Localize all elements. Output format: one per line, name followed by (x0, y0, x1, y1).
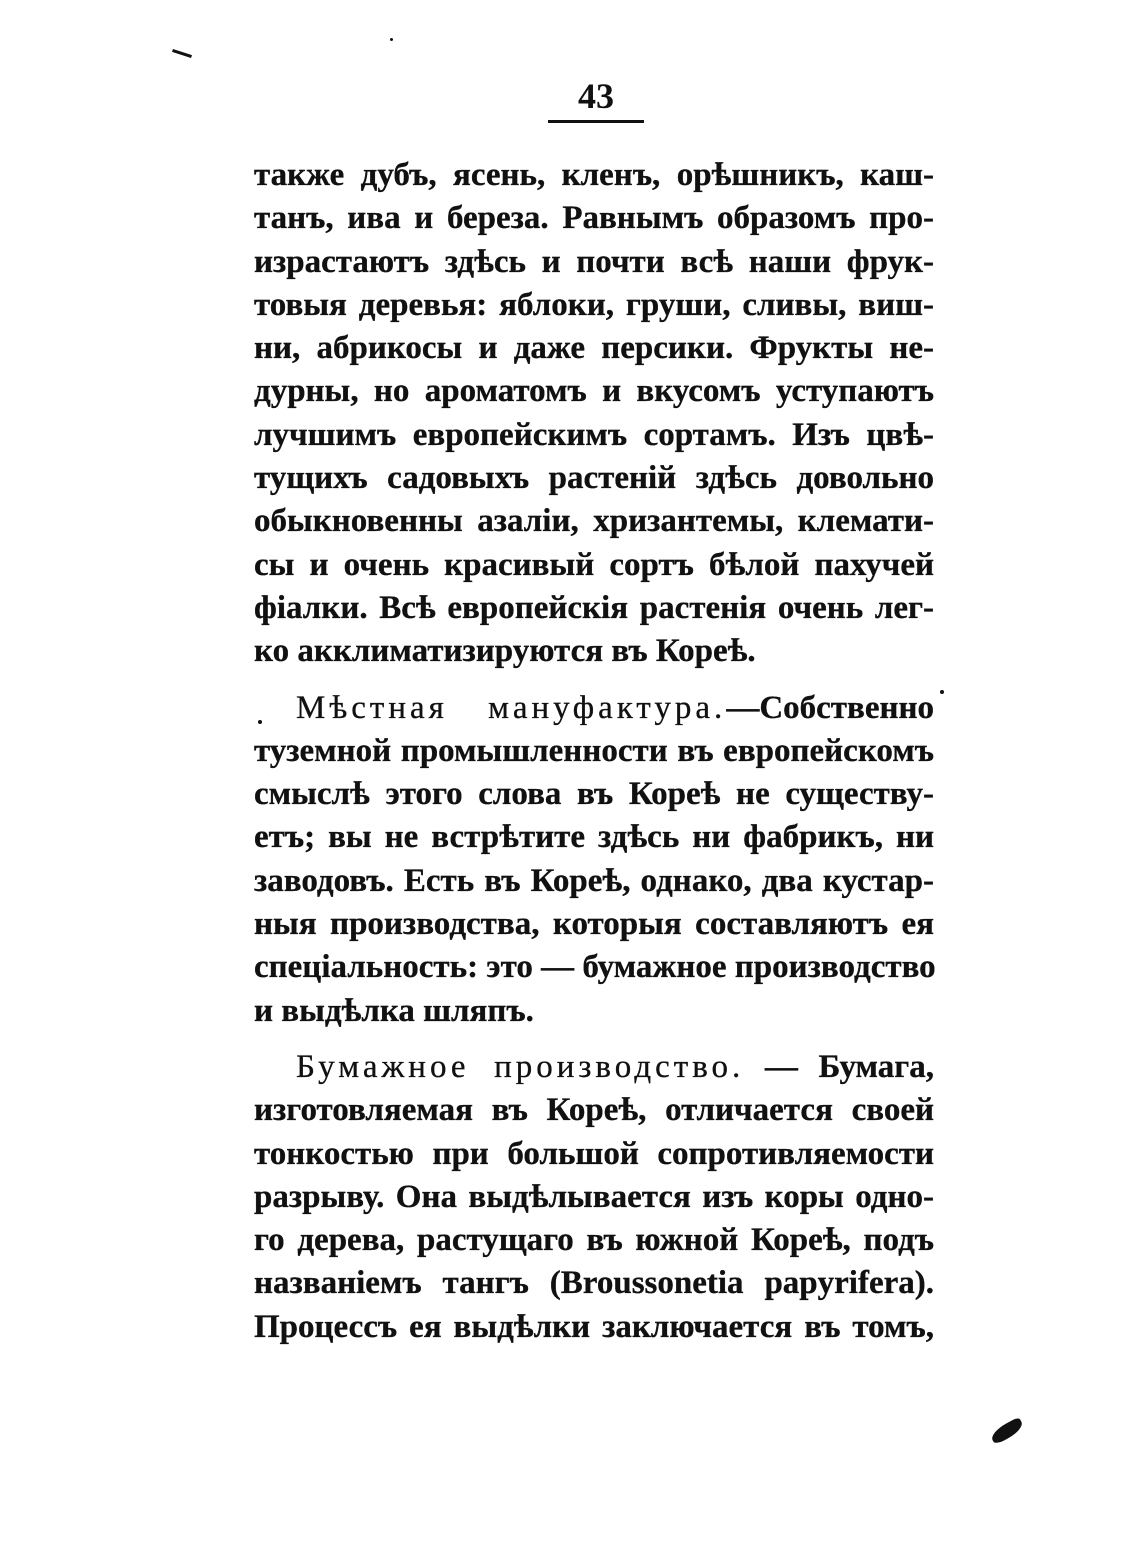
text-line: танъ, ива и береза. Равнымъ образомъ про- (254, 200, 934, 237)
paragraph-2 (254, 687, 934, 1033)
stray-dot-top (390, 38, 393, 41)
text-line: го дерева, растущаго въ южной Кореѣ, подъ (254, 1222, 934, 1259)
text-line: сы и очень красивый сортъ бѣлой пахучей (254, 546, 934, 583)
text-line: ко акклиматизируются въ Кореѣ. (254, 633, 756, 670)
text-line: названіемъ тангъ (Broussonetia papyrifera). (254, 1265, 934, 1302)
section-heading: Бумажное производство. (296, 1048, 745, 1085)
ink-blot-bottom-right (989, 1417, 1026, 1445)
text-line: фіалки. Всѣ европейскія растенія очень лег- (254, 589, 934, 626)
text-line: тущихъ садовыхъ растеній здѣсь довольно (254, 460, 934, 497)
paragraph-3 (254, 1046, 934, 1349)
text-line: разрыву. Она выдѣлывается изъ коры одно- (254, 1178, 934, 1215)
text-line: тонкостью при большой сопротивляемости (254, 1135, 934, 1172)
stray-mark-top-left (172, 49, 192, 58)
text-line: и выдѣлка шляпъ. (254, 992, 534, 1029)
text-line: товыя деревья: яблоки, груши, сливы, виш- (254, 286, 934, 323)
text-line: дурны, но ароматомъ и вкусомъ уступаютъ (254, 373, 934, 410)
text-line: заводовъ. Есть въ Кореѣ, однако, два кустар- (254, 862, 934, 899)
text-line: изготовляемая въ Кореѣ, отличается своей (254, 1092, 934, 1129)
text-line: ни, абрикосы и даже персики. Фрукты не- (254, 330, 934, 367)
text-line: спеціальность: это — бумажное производство (254, 949, 936, 986)
paragraph-first-line (254, 687, 934, 730)
text-line: обыкновенны азаліи, хризантемы, клемати- (254, 503, 934, 540)
page-number: 43 (578, 76, 614, 116)
page-number-rule (548, 120, 644, 123)
text-line: Процессъ ея выдѣлки заключается въ томъ, (254, 1308, 934, 1345)
text-line: ныя производства, которыя составляютъ ея (254, 906, 934, 943)
text-line: лучшимъ европейскимъ сортамъ. Изъ цвѣ- (254, 416, 934, 453)
text-line: етъ; вы не встрѣтите здѣсь ни фабрикъ, ни (254, 819, 934, 856)
text-line: израстаютъ здѣсь и почти всѣ наши фрук- (254, 243, 934, 280)
paragraph-first-line (254, 1046, 934, 1089)
text-fragment: — Бумага, (744, 1048, 934, 1085)
paragraph-1 (254, 154, 934, 674)
text-line: туземной промышленности въ европейскомъ (254, 732, 934, 769)
section-heading: Мѣстная мануфактура. (296, 689, 727, 726)
stray-dot-right (940, 690, 944, 694)
text-fragment: —Собственно (726, 689, 934, 726)
text-line: смыслѣ этого слова въ Кореѣ не существу- (254, 776, 934, 813)
body-text (254, 154, 934, 1349)
text-line: также дубъ, ясень, кленъ, орѣшникъ, каш- (254, 157, 934, 193)
